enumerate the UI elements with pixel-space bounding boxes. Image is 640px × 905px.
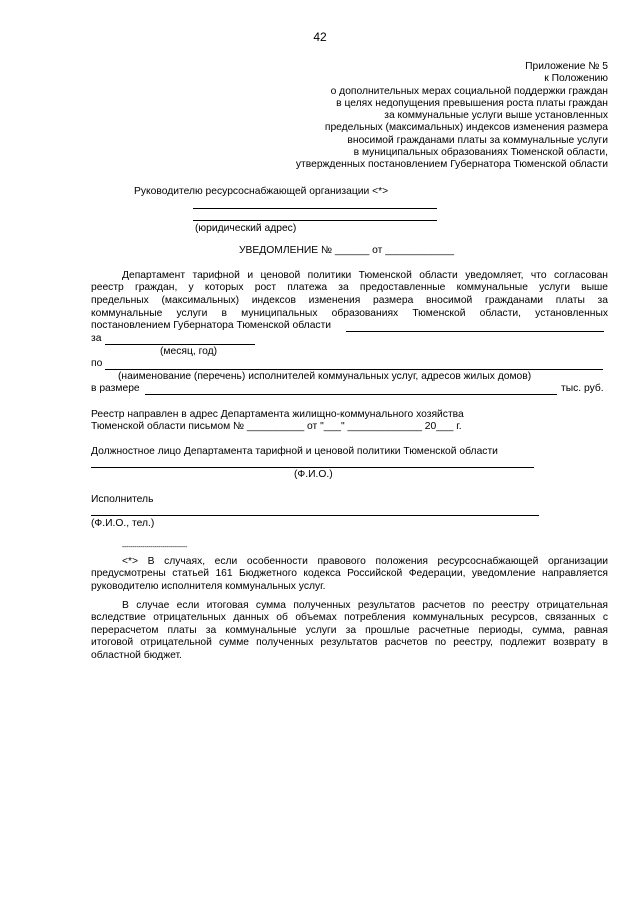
page-number: 42 <box>313 30 327 44</box>
executors-caption: (наименование (перечень) исполнителей коммунальных услуг, адресов жилых домов) <box>118 371 532 382</box>
amount-unit: тыс. руб. <box>561 383 604 394</box>
addressee-blank-1 <box>193 208 437 209</box>
executor-blank <box>91 515 539 516</box>
address-caption: (юридический адрес) <box>195 223 297 234</box>
executor-label: Исполнитель <box>91 494 154 505</box>
notice-title: УВЕДОМЛЕНИЕ № ______ от ____________ <box>239 245 454 256</box>
registry-line-1: Реестр направлен в адрес Департамента жилищно-коммунального хозяйства <box>91 409 464 420</box>
period-blank <box>105 344 255 345</box>
decree-blank <box>346 331 604 332</box>
decree-line: постановлением Губернатора Тюменской области <box>91 320 332 331</box>
za-label: за <box>91 333 102 344</box>
appendix-line: Приложение № 5 <box>525 61 608 72</box>
refund-line: итоговой отрицательной сумме полученных результатов расчетов по реестру, подлежит возврату в <box>91 637 608 648</box>
footnote-line: <*> В случаях, если особенности правового положения ресурсоснабжающей организации <box>122 556 608 567</box>
amount-blank <box>145 394 557 395</box>
po-label: по <box>91 358 103 369</box>
refund-line: вследствие отрицательных данных об объемах потребления коммунальных ресурсов, связанных с <box>91 612 608 623</box>
appendix-line: вносимой гражданами платы за коммунальные услуги <box>347 134 608 146</box>
appendix-line: утвержденных постановлением Губернатора Тюменской области <box>295 159 608 171</box>
footnote-line: руководителю исполнителя коммунальных услуг. <box>91 581 326 592</box>
official-blank <box>91 467 534 468</box>
appendix-header <box>296 61 608 172</box>
appendix-line: к Положению <box>544 73 608 85</box>
addressee-blank-2 <box>193 220 437 221</box>
executor-caption: (Ф.И.О., тел.) <box>91 518 155 529</box>
footnote-line: предусмотрены статьей 161 Бюджетного кодекса Российской Федерации, уведомление направляется <box>91 568 608 579</box>
appendix-line: предельных (максимальных) индексов изменения размера <box>324 122 608 134</box>
refund-line: В случае если итоговая сумма полученных результатов расчетов по реестру отрицательная <box>122 600 608 611</box>
appendix-line: о дополнительных мерах социальной поддержки граждан <box>330 85 608 97</box>
body-line: Департамент тарифной и ценовой политики Тюменской области уведомляет, что согласован <box>122 270 608 281</box>
executors-blank <box>105 369 603 370</box>
official-caption: (Ф.И.О.) <box>294 469 333 480</box>
appendix-line: в целях недопущения превышения роста платы граждан <box>336 97 608 109</box>
body-line: коммунальные услуги в муниципальных образованиях Тюменской области, установленных <box>91 308 608 319</box>
body-line: реестр граждан, у которых рост платежа за предоставленные коммунальные услуги выше <box>91 282 608 293</box>
registry-line-2: Тюменской области письмом № __________ от "___" _____________ 20___ г. <box>91 421 462 432</box>
appendix-line: за коммунальные услуги выше установленных <box>384 110 608 122</box>
footnote-separator: -------------------------------- <box>122 544 187 551</box>
refund-line: перерасчетом платы за коммунальные услуги за прошлые расчетные периоды, сумма, равная <box>91 625 608 636</box>
refund-line: областной бюджет. <box>91 650 182 661</box>
official-label: Должностное лицо Департамента тарифной и ценовой политики Тюменской области <box>91 446 498 457</box>
body-line: предельных (максимальных) индексов изменения размера вносимой гражданами платы за <box>91 295 608 306</box>
month-caption: (месяц, год) <box>160 346 218 357</box>
addressee-line: Руководителю ресурсоснабжающей организации <*> <box>134 186 389 197</box>
appendix-line: в муниципальных образованиях Тюменской области, <box>353 147 608 159</box>
amount-label: в размере <box>91 383 140 394</box>
